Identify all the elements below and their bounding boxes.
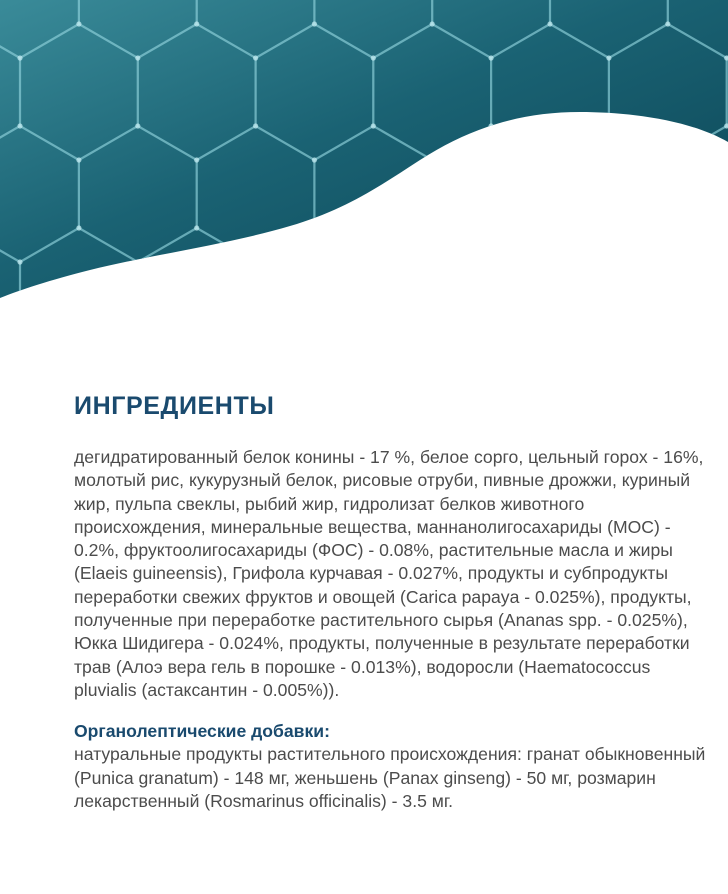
hexagon-node (135, 123, 140, 128)
hexagon-node (547, 157, 552, 162)
hexagon-node (17, 55, 22, 60)
hexagon-node (253, 327, 258, 330)
hexagon-cell (491, 228, 609, 330)
hexagon-node (76, 225, 81, 230)
hexagon-node (194, 225, 199, 230)
ingredients-text: дегидратированный белок конины - 17 %, белое сорго, цельный горох - 16%, молотый рис, кукурузный белок, рисовые отруби, пивные дрожжи, куриный жир, пульпа свеклы, рыбий жир, гидролизат белков животного происхождения, минеральные вещества, маннанолигосахариды (МОС) - 0.2%, фруктоолигосахариды (ФОС) - 0.08%, растительные масла и жиры (Elaeis guineensis), Грифола курчавая - 0.027%, продукты и субпродукты переработки свежих фруктов и овощей (Carica papaya - 0.025%), продукты, полученные при переработке растительного сырья (Ananas spp. - 0.025%), Юкка Шидигера - 0.024%, продукты, полученные в результате переработки трав (Алоэ вера гель в порошке - 0.013%), водоросли (Haematococcus pluvialis (астаксантин - 0.005%)). (74, 447, 704, 700)
hexagon-node (17, 327, 22, 330)
hexagon-node (312, 21, 317, 26)
hexagon-cell (609, 228, 727, 330)
hexagon-node (665, 157, 670, 162)
hexagon-node (430, 157, 435, 162)
hexagon-node (253, 123, 258, 128)
hexagon-node (606, 123, 611, 128)
hexagon-node (253, 55, 258, 60)
hexagon-node (371, 327, 376, 330)
additives-heading: Органолептические добавки: (74, 721, 330, 742)
banner-background (0, 0, 728, 298)
hexagon-node (724, 259, 728, 264)
hexagon-node (76, 157, 81, 162)
hexagon-node (547, 225, 552, 230)
hexagon-node (312, 157, 317, 162)
hexagon-node (371, 259, 376, 264)
hexagon-node (17, 259, 22, 264)
ingredients-section (74, 386, 714, 813)
hexagon-banner (0, 0, 728, 330)
hexagon-node (489, 259, 494, 264)
hexagon-cell (432, 126, 550, 262)
hexagon-node (606, 259, 611, 264)
hexagon-node (194, 157, 199, 162)
hexagon-node (76, 21, 81, 26)
hexagon-node (135, 259, 140, 264)
hexagon-node (665, 225, 670, 230)
hexagon-node (430, 21, 435, 26)
hexagon-node (135, 327, 140, 330)
hexagon-node (430, 225, 435, 230)
hexagon-node (606, 55, 611, 60)
hexagon-node (371, 55, 376, 60)
hexagon-node (371, 123, 376, 128)
hexagon-node (489, 123, 494, 128)
hexagon-cell (256, 228, 374, 330)
hexagon-cell (550, 126, 668, 262)
hexagon-node (724, 327, 728, 330)
hexagon-node (489, 327, 494, 330)
hexagon-node (17, 123, 22, 128)
hexagon-node (253, 259, 258, 264)
hexagon-node (547, 21, 552, 26)
additives-text: натуральные продукты растительного происхождения: гранат обыкновенный (Punica granatum) - 148 мг, женьшень (Panax ginseng) - 50 мг, розмарин лекарственный (Rosmarinus officinalis) - 3.5 мг. (74, 744, 706, 811)
hexagon-node (665, 21, 670, 26)
hexagon-node (194, 21, 199, 26)
hexagon-cell (373, 228, 491, 330)
hexagon-node (606, 327, 611, 330)
hexagon-node (135, 55, 140, 60)
hexagon-node (312, 225, 317, 230)
ingredients-heading: ИНГРЕДИЕНТЫ (74, 392, 275, 420)
hexagon-node (489, 55, 494, 60)
hexagon-cell (668, 126, 728, 262)
